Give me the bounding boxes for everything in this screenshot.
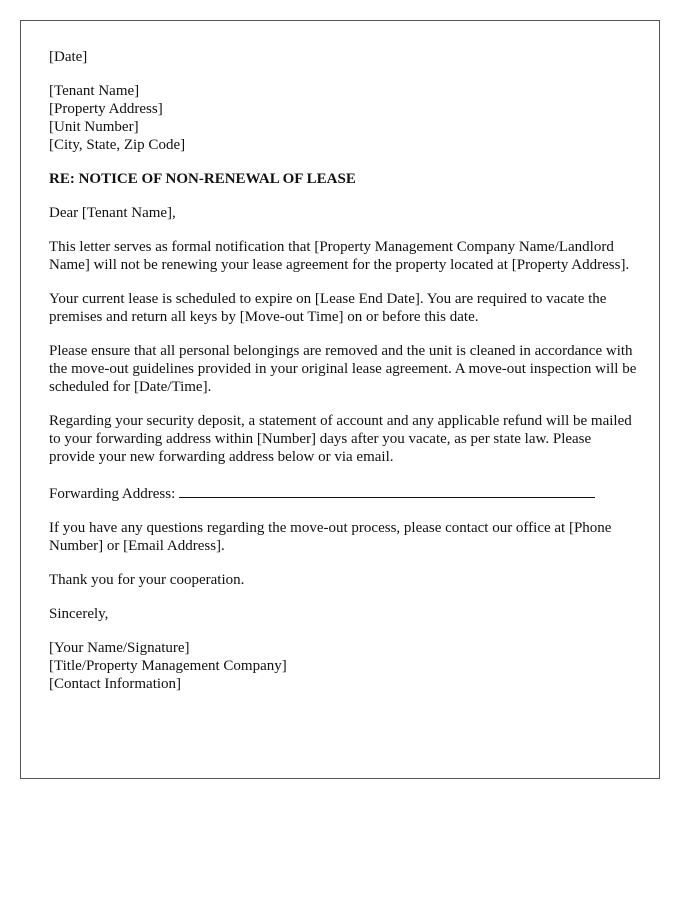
paragraph-contact: If you have any questions regarding the move-out process, please contact our office at [Phone Number] or [Email Address].: [49, 520, 612, 554]
signature-block: [49, 639, 639, 693]
letter-document: [20, 20, 660, 779]
letter-subject: RE: NOTICE OF NON-RENEWAL OF LEASE: [49, 171, 356, 187]
signature-title: [Title/Property Management Company]: [49, 658, 287, 674]
recipient-property-address: [Property Address]: [49, 101, 163, 117]
recipient-city-state-zip: [City, State, Zip Code]: [49, 137, 186, 153]
letter-body: [49, 48, 639, 709]
letter-date: [Date]: [49, 49, 88, 65]
signature-name: [Your Name/Signature]: [49, 640, 190, 656]
paragraph-lease-expiry: Your current lease is scheduled to expire on [Lease End Date]. You are required to vacate the premises and return all keys by [Move-out Time] on or before this date.: [49, 291, 607, 325]
recipient-block: [49, 82, 639, 154]
forwarding-address-label: Forwarding Address:: [49, 486, 176, 502]
paragraph-move-out-guidelines: Please ensure that all personal belongings are removed and the unit is cleaned in accordance with the move-out guidelines provided in your original lease agreement. A move-out inspection will be scheduled for [Date/Time].: [49, 343, 637, 395]
signature-contact-info: [Contact Information]: [49, 676, 182, 692]
letter-thanks: Thank you for your cooperation.: [49, 572, 245, 588]
recipient-name: [Tenant Name]: [49, 83, 140, 99]
letter-closing: Sincerely,: [49, 606, 109, 622]
paragraph-security-deposit: Regarding your security deposit, a statement of account and any applicable refund will be mailed to your forwarding address within [Number] days after you vacate, as per state law. Please provide your new forwarding address below or via email.: [49, 413, 632, 465]
paragraph-notification: This letter serves as formal notification that [Property Management Company Name/Landlord Name] will not be renewing your lease agreement for the property located at [Property Address].: [49, 239, 630, 273]
forwarding-address-blank-line: [179, 482, 595, 498]
letter-salutation: Dear [Tenant Name],: [49, 205, 176, 221]
forwarding-address-row: [49, 482, 639, 503]
recipient-unit-number: [Unit Number]: [49, 119, 139, 135]
